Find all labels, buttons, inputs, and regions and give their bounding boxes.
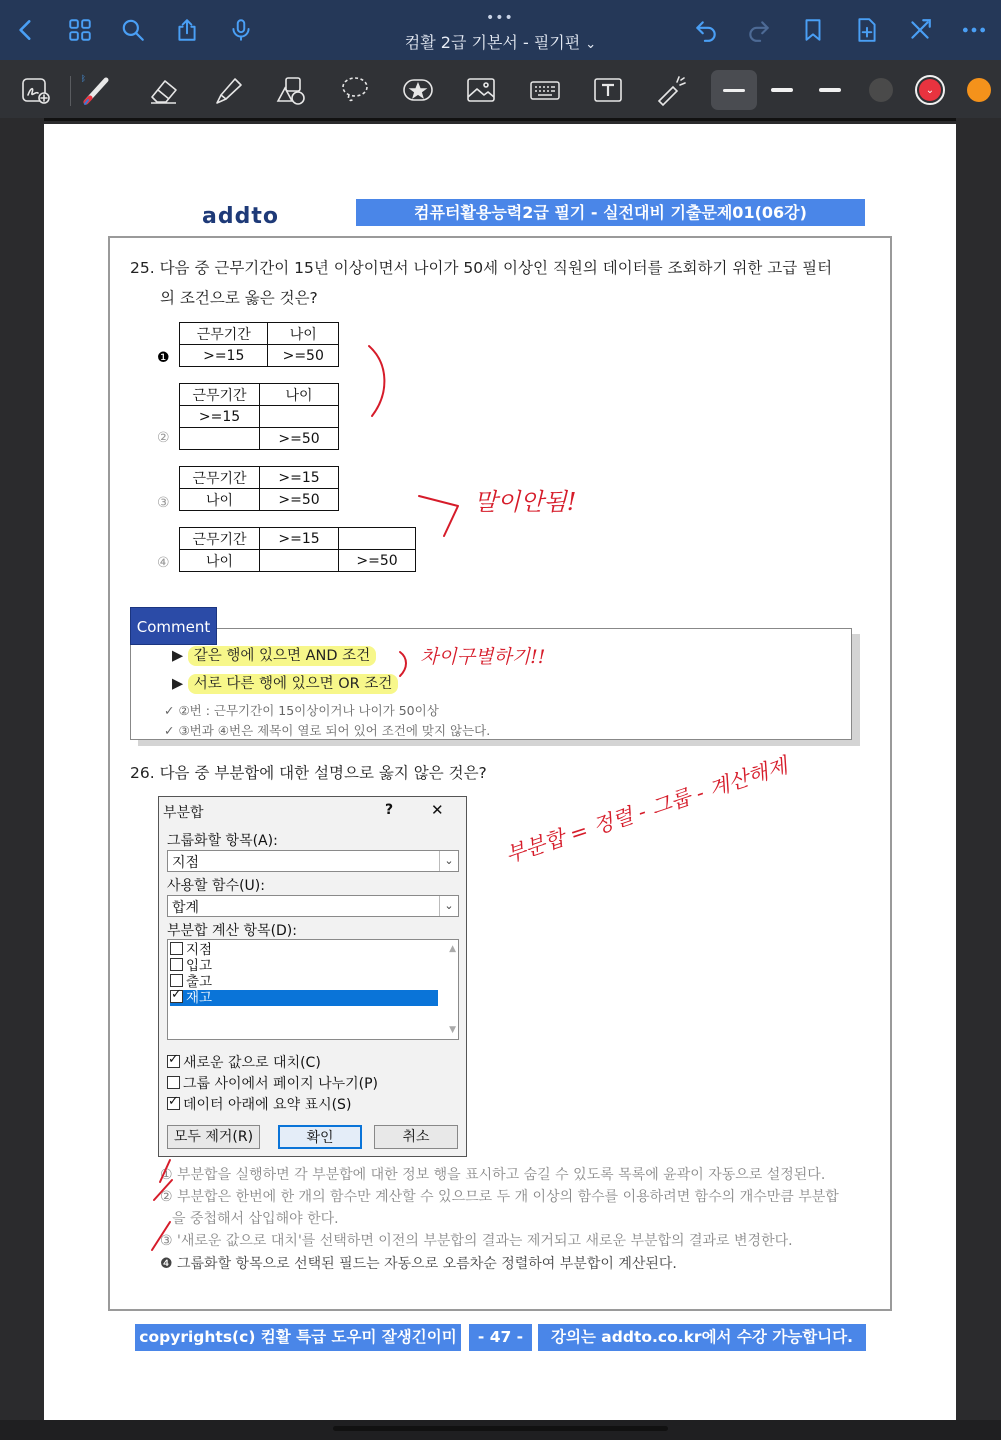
header-cell: 나이 xyxy=(260,384,339,406)
answer-option-2[interactable]: ② 부분합은 한번에 한 개의 함수만 계산할 수 있으므로 두 개 이상의 함수를 이용하려면 함수의 개수만큼 부분합 xyxy=(160,1189,839,1205)
checkbox-checked[interactable] xyxy=(167,1097,180,1110)
item-label: 재고 xyxy=(186,990,213,1006)
add-page-icon[interactable] xyxy=(851,14,883,46)
highlighted-text: 같은 행에 있으면 AND 조건 xyxy=(188,646,376,666)
medium-line-icon xyxy=(771,88,793,92)
scroll-down-icon[interactable]: ▼ xyxy=(449,1025,456,1035)
criteria-cell: >=50 xyxy=(260,428,339,450)
answer-option-1[interactable]: ① 부분합을 실행하면 각 부분합에 대한 정보 행을 표시하고 숨길 수 있도록 목록에 윤곽이 자동으로 설정된다. xyxy=(160,1167,826,1183)
page-top-edge xyxy=(44,118,956,121)
item-label: 입고 xyxy=(186,958,213,974)
comment-point-2 xyxy=(172,672,398,693)
criteria-table-3 xyxy=(179,466,339,511)
footer-copyright: copyrights(c) 컴활 특급 도우미 잘생긴이미남 xyxy=(135,1324,461,1351)
item-label: 지점 xyxy=(186,942,213,958)
more-icon[interactable] xyxy=(958,14,990,46)
microphone-icon[interactable] xyxy=(225,14,257,46)
field-cell: 나이 xyxy=(180,489,260,511)
help-icon[interactable]: ? xyxy=(385,802,394,818)
criteria-table-1 xyxy=(179,322,339,367)
home-indicator[interactable] xyxy=(333,1426,668,1431)
footer-page-number: - 47 - xyxy=(469,1324,532,1351)
redo-icon[interactable] xyxy=(743,14,775,46)
lasso-icon[interactable] xyxy=(335,70,375,110)
checkbox[interactable] xyxy=(167,1076,180,1089)
close-icon[interactable]: ✕ xyxy=(431,801,444,819)
laser-pointer-icon[interactable] xyxy=(650,70,690,110)
criteria-cell: >=50 xyxy=(260,489,339,511)
arrow-right-icon: ▶ xyxy=(172,676,184,692)
question-25-line2: 의 조건으로 옳은 것은? xyxy=(160,289,318,307)
empty-cell xyxy=(339,528,416,550)
orange-swatch xyxy=(967,78,991,102)
subtotal-dialog xyxy=(158,796,467,1157)
selected-swatch-ring xyxy=(915,75,945,105)
image-icon[interactable] xyxy=(461,70,501,110)
option-2-mark[interactable]: ② xyxy=(157,430,170,446)
comment-point-1 xyxy=(172,644,376,665)
option-3-mark[interactable]: ③ xyxy=(157,495,170,511)
header-cell: 근무기간 xyxy=(180,323,268,345)
share-icon[interactable] xyxy=(171,14,203,46)
chevron-down-icon: ⌄ xyxy=(585,37,597,52)
scroll-up-icon[interactable]: ▲ xyxy=(449,944,456,954)
list-item[interactable] xyxy=(170,942,438,958)
shapes-icon[interactable] xyxy=(271,70,311,110)
dialog-title: 부분합 xyxy=(163,805,204,821)
toolbar-divider xyxy=(70,76,71,106)
answer-option-2-cont: 을 중첩해서 삽입해야 한다. xyxy=(172,1211,339,1227)
thick-line-icon xyxy=(819,88,841,93)
list-item[interactable] xyxy=(170,990,438,1006)
function-label: 사용할 함수(U): xyxy=(167,878,265,894)
checkbox[interactable] xyxy=(170,958,183,971)
chevron-down-icon: ⌄ xyxy=(439,896,458,916)
empty-cell xyxy=(260,550,339,572)
handwritten-note-2: 차이구별하기!! xyxy=(420,646,546,668)
option-label: 그룹 사이에서 페이지 나누기(P) xyxy=(183,1076,379,1092)
calc-items-label: 부분합 계산 항목(D): xyxy=(167,923,297,939)
option-1-mark[interactable]: ❶ xyxy=(157,350,170,366)
sticker-icon[interactable] xyxy=(398,70,438,110)
bookmark-icon[interactable] xyxy=(797,14,829,46)
criteria-table-4 xyxy=(179,527,416,572)
field-cell: 근무기간 xyxy=(180,467,260,489)
thin-line-icon xyxy=(723,89,745,92)
undo-icon[interactable] xyxy=(690,14,722,46)
header-cell: 근무기간 xyxy=(180,384,260,406)
check-icon: ✓ xyxy=(164,703,175,718)
color-swatch-gray[interactable] xyxy=(861,70,901,110)
stroke-width-thin[interactable] xyxy=(711,70,757,110)
highlighted-text: 서로 다른 행에 있으면 OR 조건 xyxy=(188,674,399,694)
addto-logo: addto xyxy=(202,204,279,229)
footer-lecture-info: 강의는 addto.co.kr에서 수강 가능합니다. xyxy=(538,1324,866,1351)
comment-check-2 xyxy=(164,721,490,739)
option-label: 새로운 값으로 대치(C) xyxy=(183,1055,321,1071)
criteria-cell: >=50 xyxy=(268,345,339,367)
navigation-bar xyxy=(0,0,1001,60)
cancel-button[interactable]: 취소 xyxy=(374,1125,458,1149)
option-label: 데이터 아래에 요약 표시(S) xyxy=(183,1097,352,1113)
criteria-cell: >=15 xyxy=(180,345,268,367)
chapter-header: 컴퓨터활용능력2급 필기 - 실전대비 기출문제01(06강) xyxy=(356,199,865,226)
chevron-down-icon: ⌄ xyxy=(919,79,941,101)
chevron-down-icon: ⌄ xyxy=(439,851,458,871)
gray-swatch xyxy=(869,78,893,102)
color-swatch-orange[interactable] xyxy=(959,70,999,110)
empty-cell xyxy=(180,428,260,450)
stroke-width-medium[interactable] xyxy=(762,70,802,110)
comment-check-text: ③번과 ④번은 제목이 열로 되어 있어 조건에 맞지 않는다. xyxy=(178,723,491,738)
checkbox[interactable] xyxy=(170,974,183,987)
function-dropdown[interactable] xyxy=(167,895,459,917)
multitasking-grabber[interactable]: ••• xyxy=(486,10,514,26)
page-break-checkbox[interactable] xyxy=(167,1073,378,1093)
empty-cell xyxy=(260,406,339,428)
close-icon[interactable] xyxy=(904,14,936,46)
field-cell: 근무기간 xyxy=(180,528,260,550)
item-label: 출고 xyxy=(186,974,213,990)
arrow-right-icon: ▶ xyxy=(172,648,184,664)
comment-check-1 xyxy=(164,701,439,719)
list-item[interactable] xyxy=(170,974,438,990)
option-4-mark[interactable]: ④ xyxy=(157,555,170,571)
group-by-label: 그룹화할 항목(A): xyxy=(167,833,278,849)
keyboard-icon[interactable] xyxy=(525,70,565,110)
replace-current-checkbox[interactable] xyxy=(167,1052,321,1072)
calc-items-list[interactable] xyxy=(167,939,459,1040)
ok-button[interactable]: 확인 xyxy=(278,1125,362,1149)
criteria-table-2 xyxy=(179,383,339,450)
field-cell: 나이 xyxy=(180,550,260,572)
check-icon: ✓ xyxy=(164,723,175,738)
answer-option-3[interactable]: ③ '새로운 값으로 대치'를 선택하면 이전의 부분합의 결과는 제거되고 새로운 부분합의 결과로 변경한다. xyxy=(160,1233,793,1249)
grid-icon[interactable] xyxy=(64,14,96,46)
remove-all-button[interactable]: 모두 제거(R) xyxy=(167,1125,260,1149)
annotation-toolbar xyxy=(0,60,1001,118)
highlighter-icon[interactable] xyxy=(208,70,248,110)
list-item[interactable] xyxy=(170,958,438,974)
comment-check-text: ②번 : 근무기간이 15이상이거나 나이가 50이상 xyxy=(178,703,439,718)
criteria-cell: >=15 xyxy=(180,406,260,428)
comment-label: Comment xyxy=(130,607,217,645)
group-by-dropdown[interactable] xyxy=(167,850,459,872)
criteria-cell: >=15 xyxy=(260,467,339,489)
document-page[interactable] xyxy=(44,124,956,1420)
group-by-value: 지점 xyxy=(172,855,200,871)
handwritten-note-3: 부분합 = 정렬 - 그룹 - 계산해제 xyxy=(502,753,791,868)
function-value: 합계 xyxy=(172,900,200,916)
criteria-cell: >=50 xyxy=(339,550,416,572)
color-swatch-red[interactable] xyxy=(910,70,950,110)
criteria-cell: >=15 xyxy=(260,528,339,550)
summary-below-checkbox[interactable] xyxy=(167,1094,351,1114)
svg-text:ᛒ: ᛒ xyxy=(81,74,86,83)
checkbox-checked[interactable] xyxy=(167,1055,180,1068)
stroke-width-thick[interactable] xyxy=(810,70,850,110)
checkbox[interactable] xyxy=(170,942,183,955)
handwritten-note-1: 말이안됨! xyxy=(474,488,577,516)
document-title-text: 컴활 2급 기본서 - 필기편 xyxy=(404,33,581,52)
checkbox-checked[interactable] xyxy=(170,990,183,1003)
question-25-line1: 25. 다음 중 근무기간이 15년 이상이면서 나이가 50세 이상인 직원의 데이터를 조회하기 위한 고급 필터 xyxy=(130,259,833,277)
text-box-icon[interactable] xyxy=(588,70,628,110)
answer-option-4[interactable]: ❹ 그룹화할 항목으로 선택된 필드는 자동으로 오름차순 정렬하여 부분합이 계산된다. xyxy=(160,1256,677,1272)
header-cell: 나이 xyxy=(268,323,339,345)
handwriting-mode-icon[interactable] xyxy=(16,70,56,110)
pen-icon[interactable] xyxy=(76,70,116,110)
back-icon[interactable] xyxy=(10,14,42,46)
question-26: 26. 다음 중 부분합에 대한 설명으로 옳지 않은 것은? xyxy=(130,764,487,782)
eraser-icon[interactable] xyxy=(144,70,184,110)
search-icon[interactable] xyxy=(117,14,149,46)
